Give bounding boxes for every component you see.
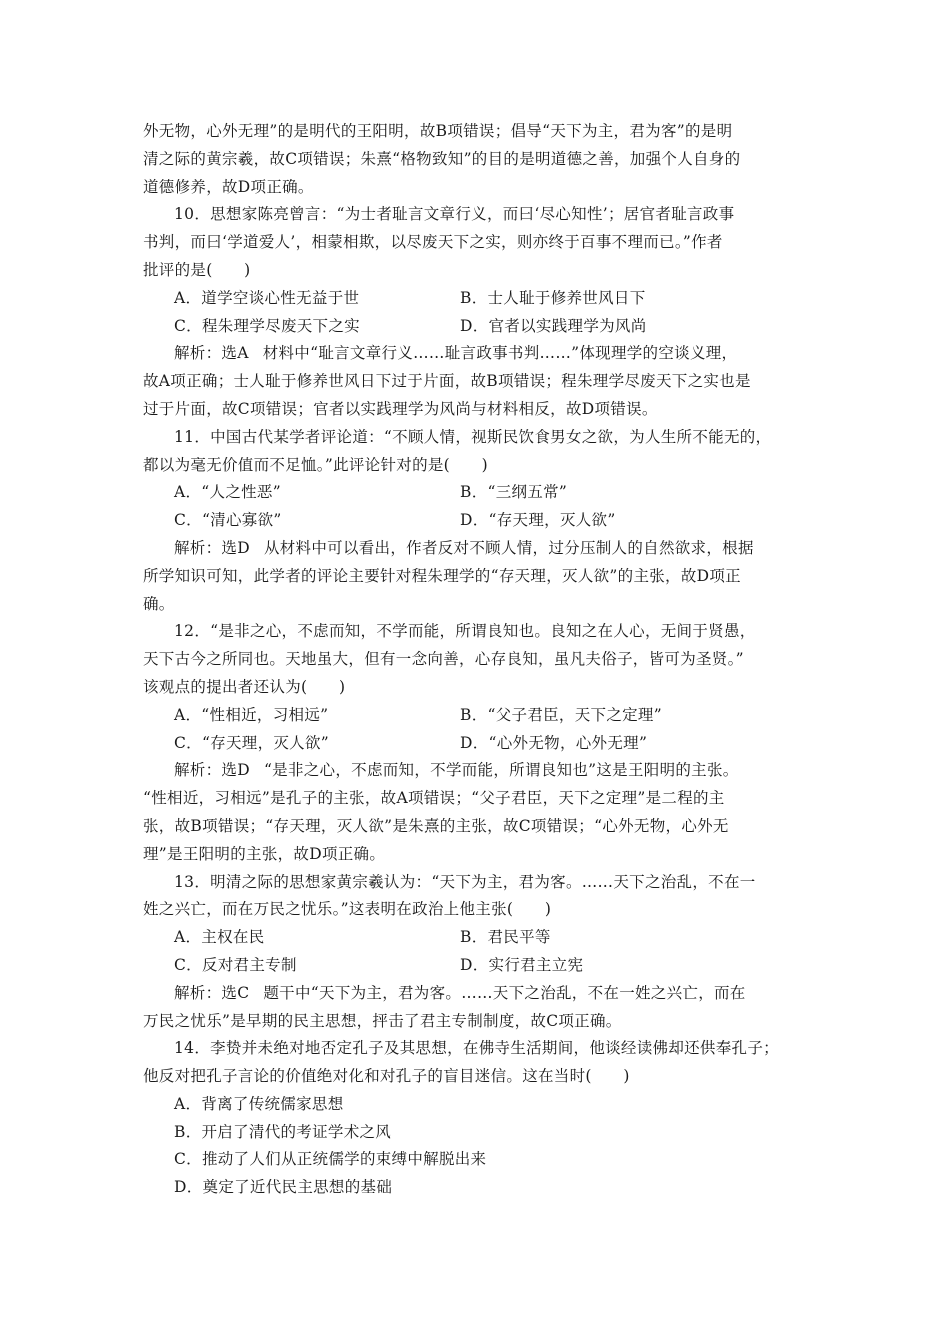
question-stem: 12．“是非之心，不虑而知，不学而能，所谓良知也。良知之在人心，无间于贤愚， (174, 622, 756, 641)
question-stem: 10．思想家陈亮曾言：“为士者耻言文章行义，而曰‘尽心知性’；居官者耻言政事 (174, 205, 735, 224)
question-stem: 他反对把孔子言论的价值绝对化和对孔子的盲目迷信。这在当时( ) (143, 1067, 630, 1086)
question-stem: 14．李贽并未绝对地否定孔子及其思想，在佛寺生活期间，他谈经读佛却还供奉孔子； (174, 1039, 779, 1058)
question-stem: 书判，而曰‘学道爱人’，相蒙相欺，以尽废天下之实，则亦终于百事不理而已。”作者 (143, 233, 723, 252)
answer-text: 理”是王阳明的主张，故D项正确。 (143, 844, 386, 863)
option-d: D．实行君主立宪 (460, 955, 584, 974)
answer-text: 故A项正确；士人耻于修养世风日下过于片面，故B项错误；程朱理学尽废天下之实也是 (143, 372, 751, 391)
answer-label: 解析：选C (174, 983, 250, 1002)
answer-explanation (143, 340, 811, 368)
option-a: A．“人之性恶” (174, 483, 281, 502)
answer-text: 材料中“耻言文章行义……耻言政事书判……”体现理学的空谈义理， (262, 344, 738, 363)
text-line: 道德修养，故D项正确。 (143, 177, 314, 196)
option-row (143, 702, 811, 730)
answer-text: 所学知识可知，此学者的评论主要针对程朱理学的“存天理，灭人欲”的主张，故D项正 (143, 566, 741, 585)
option-a: A．背离了传统儒家思想 (174, 1094, 344, 1113)
option-b: B．开启了清代的考证学术之风 (174, 1122, 392, 1141)
option-d: D．奠定了近代民主思想的基础 (174, 1178, 393, 1197)
question-13 (143, 869, 811, 1036)
option-c: C．程朱理学尽废天下之实 (174, 316, 360, 335)
answer-text: 从材料中可以看出，作者反对不顾人情，过分压制人的自然欲求，根据 (263, 538, 754, 557)
text-line: 外无物，心外无理”的是明代的王阳明，故B项错误；倡导“天下为主，君为客”的是明 (143, 122, 733, 140)
option-row (143, 730, 811, 758)
option-row (143, 952, 811, 980)
answer-explanation (143, 980, 811, 1008)
option-a: A．道学空谈心性无益于世 (174, 288, 360, 307)
question-stem: 天下古今之所同也。天地虽大，但有一念向善，心存良知，虽凡夫俗子，皆可为圣贤。” (143, 650, 744, 669)
answer-explanation (143, 757, 811, 785)
answer-text: 万民之忧乐”是早期的民主思想，抨击了君主专制制度，故C项正确。 (143, 1011, 622, 1030)
option-row (143, 285, 811, 313)
answer-text: “是非之心，不虑而知，不学而能，所谓良知也”这是王阳明的主张。 (263, 761, 739, 780)
option-c: C．“存天理，灭人欲” (174, 733, 330, 752)
question-stem: 11．中国古代某学者评论道：“不顾人情，视斯民饮食男女之欲，为人生所不能无的， (174, 427, 772, 446)
question-12 (143, 618, 811, 868)
answer-text: 题干中“天下为主，君为客。……天下之治乱，不在一姓之兴亡，而在 (263, 983, 746, 1002)
previous-answer-continuation (143, 118, 811, 201)
option-d: D．官者以实践理学为风尚 (460, 316, 647, 335)
option-a: A．主权在民 (174, 928, 265, 947)
option-b: B．“三纲五常” (460, 483, 568, 502)
option-row (143, 924, 811, 952)
page-content (143, 118, 811, 1202)
answer-label: 解析：选D (174, 538, 250, 557)
answer-text: 确。 (143, 594, 175, 613)
answer-explanation (143, 535, 811, 563)
option-c: C．推动了人们从正统儒学的束缚中解脱出来 (174, 1150, 487, 1169)
option-c: C．“清心寡欲” (174, 511, 282, 530)
answer-text: 过于片面，故C项错误；官者以实践理学为风尚与材料相反，故D项错误。 (143, 399, 658, 418)
question-stem: 13．明清之际的思想家黄宗羲认为：“天下为主，君为客。……天下之治乱，不在一 (174, 872, 756, 891)
option-d: D．“存天理，灭人欲” (460, 511, 616, 530)
option-b: B．“父子君臣，天下之定理” (460, 705, 662, 724)
option-b: B．士人耻于修养世风日下 (460, 288, 646, 307)
option-c: C．反对君主专制 (174, 955, 297, 974)
answer-text: 张，故B项错误；“存天理，灭人欲”是朱熹的主张，故C项错误；“心外无物，心外无 (143, 816, 729, 835)
option-d: D．“心外无物，心外无理” (460, 733, 648, 752)
option-row (143, 313, 811, 341)
question-stem: 批评的是( ) (143, 260, 251, 279)
question-14 (143, 1035, 811, 1202)
option-row (143, 507, 811, 535)
text-line: 清之际的黄宗羲，故C项错误；朱熹“格物致知”的目的是明道德之善，加强个人自身的 (143, 149, 741, 168)
question-stem: 都以为毫无价值而不足恤。”此评论针对的是( ) (143, 455, 488, 474)
option-b: B．君民平等 (460, 928, 551, 947)
answer-label: 解析：选D (174, 761, 250, 780)
question-11 (143, 424, 811, 619)
answer-label: 解析：选A (174, 344, 249, 363)
answer-text: “性相近，习相远”是孔子的主张，故A项错误；“父子君臣，天下之定理”是二程的主 (143, 789, 725, 808)
option-row (143, 479, 811, 507)
question-10 (143, 201, 811, 423)
option-a: A．“性相近，习相远” (174, 705, 329, 724)
question-stem: 姓之兴亡，而在万民之忧乐。”这表明在政治上他主张( ) (143, 900, 552, 919)
question-stem: 该观点的提出者还认为( ) (143, 677, 346, 696)
